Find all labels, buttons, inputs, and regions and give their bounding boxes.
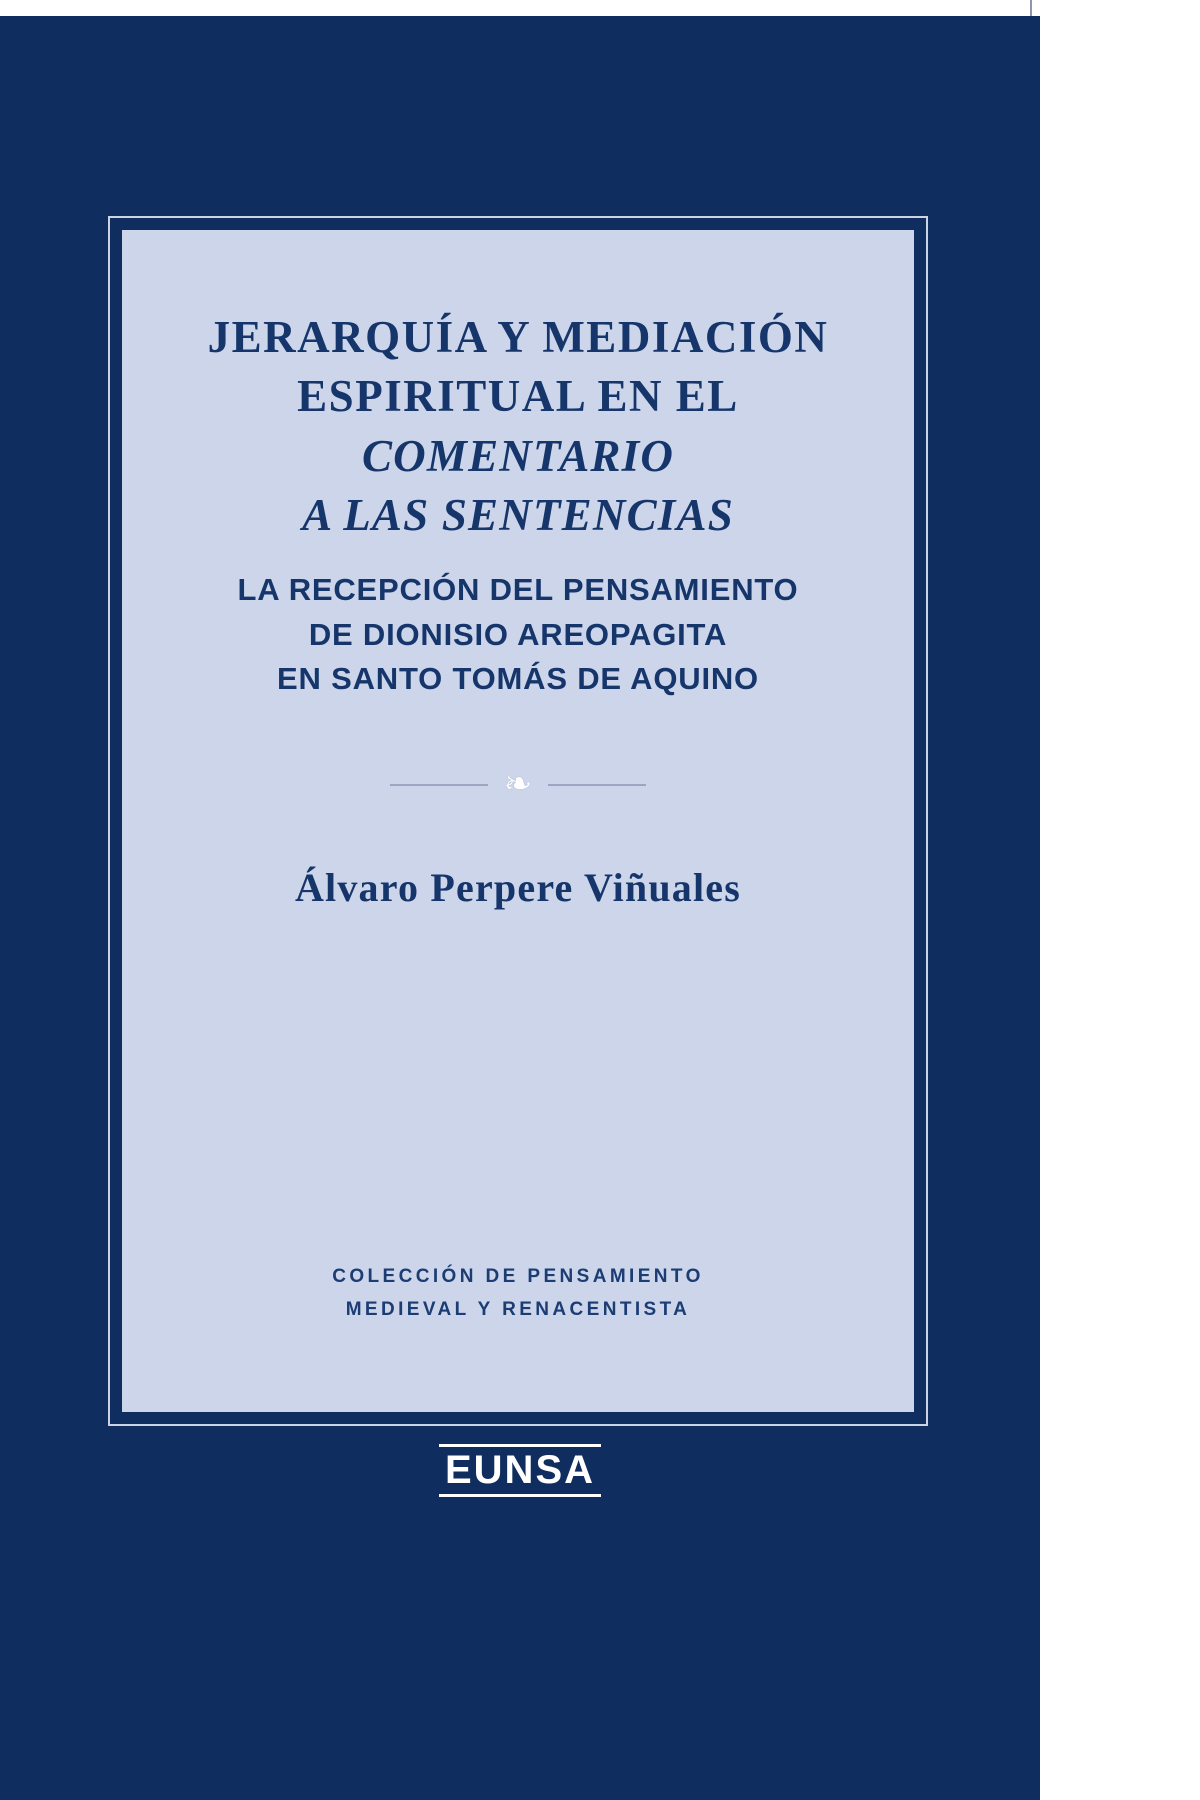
series-name [122,1261,914,1326]
subtitle-line-3: EN SANTO TOMÁS DE AQUINO [277,661,759,697]
series-line-1: COLECCIÓN DE PENSAMIENTO [332,1266,704,1288]
subtitle-line-2: DE DIONISIO AREOPAGITA [308,616,728,652]
ornament-rule-left [390,784,488,786]
title-italic-line-2: A LAS SENTENCIAS [302,490,734,541]
title-line-1: JERARQUÍA Y MEDIACIÓN [207,312,829,362]
book-subtitle [148,568,888,703]
book-title [158,308,878,546]
page-right-margin [1040,0,1200,1800]
title-italic-line-1: COMENTARIO [361,430,675,481]
flower-ornament-icon: ❧ [503,766,533,804]
cover-panel [122,230,914,1412]
ornament-rule-right [548,784,646,786]
publisher-logo [0,1448,1040,1493]
title-line-2: ESPIRITUAL EN EL [297,371,739,422]
cover-panel-content [122,230,914,1412]
cover-background [0,16,1040,1800]
author-name: Álvaro Perpere Viñuales [294,865,742,911]
publisher-name: EUNSA [444,1448,596,1492]
subtitle-line-1: LA RECEPCIÓN DEL PENSAMIENTO [237,571,799,607]
series-line-2: MEDIEVAL Y RENACENTISTA [345,1298,691,1320]
ornament-divider [122,768,914,802]
